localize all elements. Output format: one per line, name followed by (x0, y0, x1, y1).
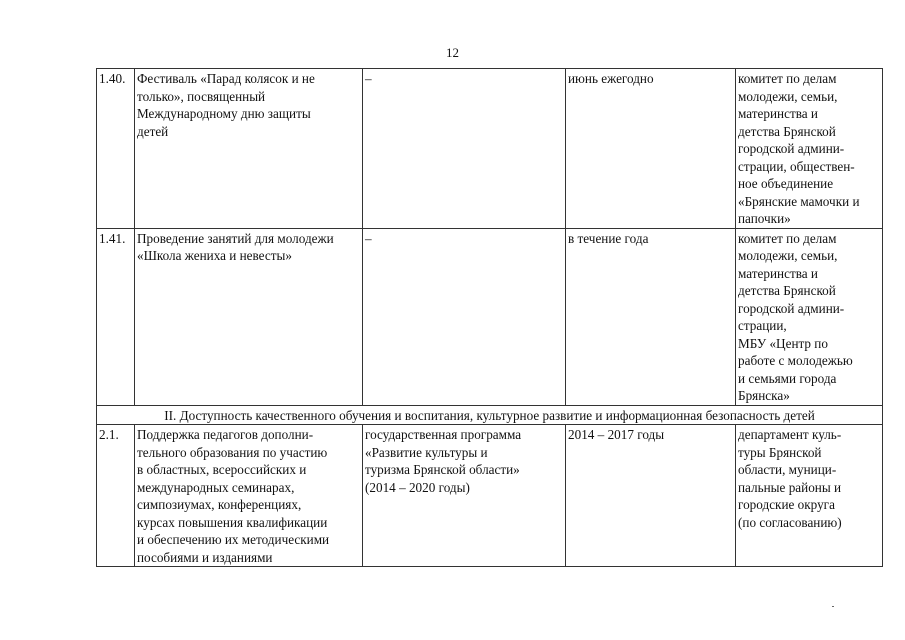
program-text: – (365, 230, 372, 246)
responsible-text: департамент куль- туры Брянской области, муници- пальные районы и городские округа (по согласованию) (738, 427, 842, 530)
item-number-cell (97, 425, 135, 567)
event-name: Проведение занятий для молодежи «Школа жениха и невесты» (137, 230, 334, 263)
event-name-cell (135, 69, 363, 229)
responsible-cell (736, 425, 883, 567)
program-cell (363, 69, 566, 229)
item-number: 2.1. (99, 427, 119, 442)
program-cell (363, 228, 566, 405)
section-header-row (97, 405, 883, 425)
program-cell (363, 425, 566, 567)
item-number: 1.41. (99, 230, 126, 246)
term-text: июнь ежегодно (568, 71, 654, 86)
event-name: Поддержка педагогов дополни- тельного образования по участию в областных, всероссийских и международных семинарах, симпозиумах, конференциях, курсах повышения квалификации и обеспечению их методическими пособиями и изданиями (137, 427, 330, 565)
program-text: государственная программа «Развитие культуры и туризма Брянской области» (2014 – 2020 годы) (365, 427, 522, 495)
table-row (97, 69, 883, 229)
term-cell (566, 228, 736, 405)
term-cell (566, 69, 736, 229)
term-text: в течение года (568, 230, 649, 246)
responsible-cell (736, 69, 883, 229)
event-name-cell (135, 228, 363, 405)
event-name: Фестиваль «Парад колясок и не только», посвященный Международному дню защиты детей (137, 71, 315, 139)
item-number-cell (97, 228, 135, 405)
program-text: – (365, 71, 372, 86)
table-row (97, 228, 883, 405)
responsible-text: комитет по делам молодежи, семьи, материнства и детства Брянской городской админи- страции, обществен- ное объединение «Брянские мамочки и папочки» (738, 71, 860, 226)
item-number-cell (97, 69, 135, 229)
scan-speck (832, 606, 834, 607)
term-cell (566, 425, 736, 567)
responsible-cell (736, 228, 883, 405)
section-title: II. Доступность качественного обучения и воспитания, культурное развитие и информационная безопасность детей (97, 405, 883, 425)
responsible-text: комитет по делам молодежи, семьи, материнства и детства Брянской городской админи- страции, МБУ «Центр по работе с молодежью и семьями города Брянска» (738, 230, 853, 403)
event-name-cell (135, 425, 363, 567)
action-plan-table (96, 68, 883, 567)
table-row (97, 425, 883, 567)
item-number: 1.40. (99, 71, 126, 86)
term-text: 2014 – 2017 годы (568, 427, 665, 442)
page-number: 12 (446, 45, 459, 60)
